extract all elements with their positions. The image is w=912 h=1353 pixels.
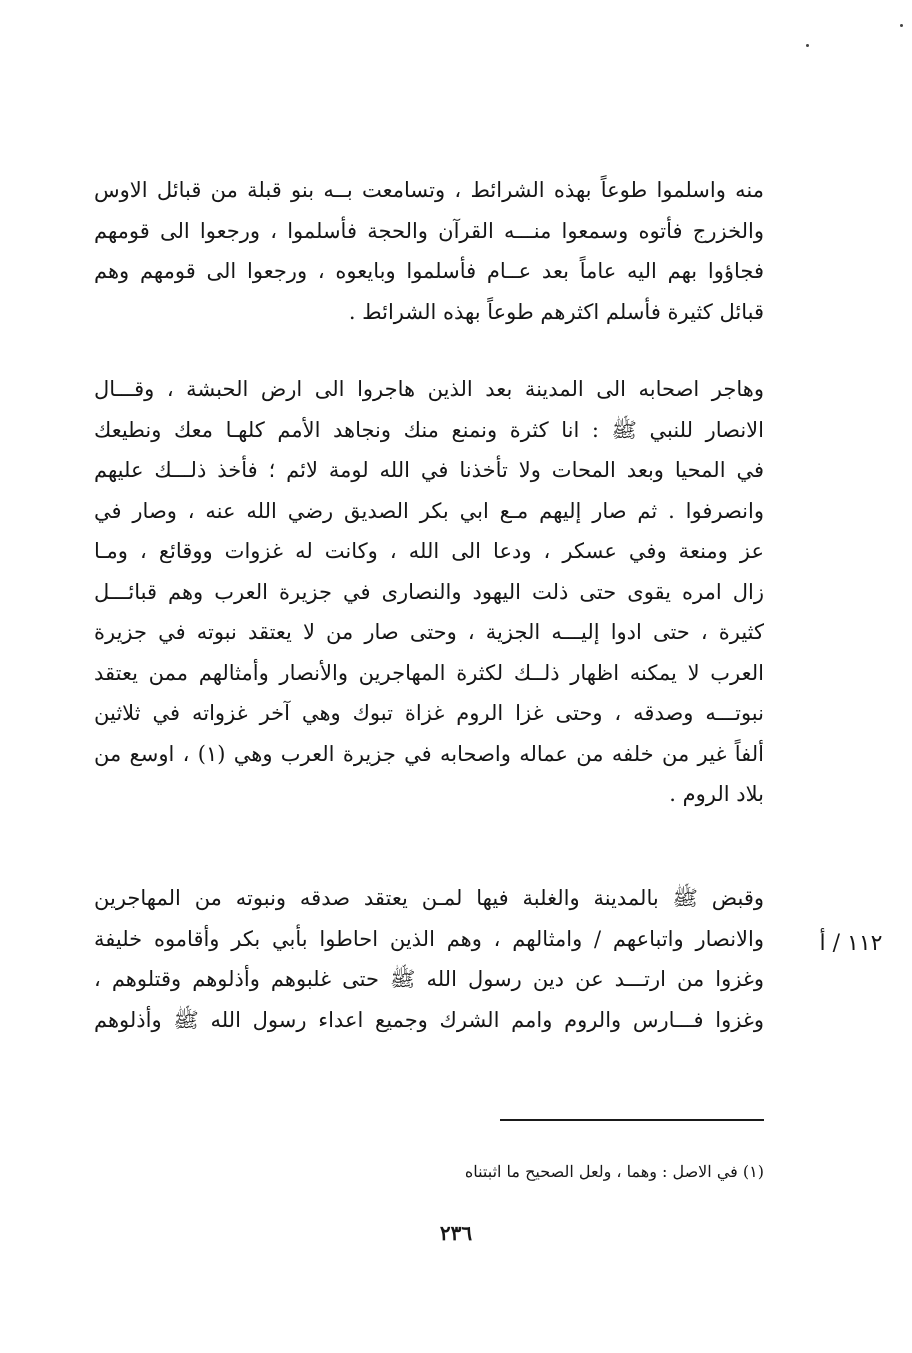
text-line: عز ومنعة وفي عسكر ، ودعا الى الله ، وكانت له غزوات ووقائع ، ومـا xyxy=(94,539,764,563)
paragraph-2 xyxy=(94,369,764,815)
text-line: وانصرفوا . ثم صار إليهم مـع ابي بكر الصديق رضي الله عنه ، وصار في xyxy=(94,498,764,523)
text-line: وقبض ﷺ بالمدينة والغلبة فيها لمـن يعتقد صدقه ونبوته من المهاجرين xyxy=(94,886,764,910)
text-line: الانصار للنبي ﷺ : انا كثرة ونمنع منك ونجاهد الأمم كلهـا معك ونطيعك xyxy=(94,417,764,442)
text-line: وغزوا فـــارس والروم وامم الشرك وجميع اعداء رسول الله ﷺ وأذلوهم xyxy=(94,1007,764,1032)
text-line: العرب لا يمكنه اظهار ذلــك لكثرة المهاجرين والأنصار وأمثالهم ممن يعتقد xyxy=(94,660,764,685)
paragraph-1 xyxy=(94,170,764,332)
text-line: قبائل كثيرة فأسلم اكثرهم طوعاً بهذه الشرائط . xyxy=(348,299,764,324)
text-line: في المحيا وبعد المحات ولا تأخذنا في الله لومة لائم ؛ فأخذ ذلـــك عليهم xyxy=(94,458,764,482)
text-line: كثيرة ، حتى ادوا إليـــه الجزية ، وحتى صار من لا يعتقد نبوته في جزيرة xyxy=(94,620,764,644)
text-line: زال امره يقوى حتى ذلت اليهود والنصارى في جزيرة العرب وهم قبائـــل xyxy=(94,579,764,604)
text-line: والخزرج فأتوه وسمعوا منـــه القرآن والحجة فأسلموا ، ورجعوا الى قومهم xyxy=(94,218,764,243)
scan-speck xyxy=(900,24,903,27)
text-line: فجاؤوا بهم اليه عاماً بعد عــام فأسلموا وبايعوه ، ورجعوا الى قومهم وهم xyxy=(94,259,764,283)
text-line: والانصار واتباعهم / وامثالهم ، وهم الذين احاطوا بأبي بكر وأقاموه خليفة xyxy=(94,926,764,951)
page-number: ٢٣٦ xyxy=(439,1221,473,1245)
text-line: منه واسلموا طوعاً بهذه الشرائط ، وتسامعت بــه بنو قبلة من قبائل الاوس xyxy=(94,178,764,202)
text-line: نبوتـــه وصدقه ، وحتى غزا الروم غزاة تبوك وهي آخر غزواته في ثلاثين xyxy=(94,701,764,725)
text-line: بلاد الروم . xyxy=(669,782,764,806)
footnote-divider xyxy=(500,1119,764,1121)
text-line: وهاجر اصحابه الى المدينة بعد الذين هاجروا الى ارض الحبشة ، وقـــال xyxy=(94,377,764,401)
text-line: ألفاً غير من خلفه من عماله واصحابه في جزيرة العرب وهي (١) ، اوسع من xyxy=(94,741,764,766)
paragraph-3 xyxy=(94,878,764,1040)
text-line: وغزوا من ارتـــد عن دين رسول الله ﷺ حتى غلبوهم وأذلوهم وقتلوهم ، xyxy=(94,967,764,991)
scan-speck xyxy=(806,44,809,47)
manuscript-folio-reference: ١١٢ / أ xyxy=(819,931,883,956)
footnote: (١) في الاصل : وهما ، ولعل الصحيح ما اثبتناه xyxy=(464,1162,764,1181)
